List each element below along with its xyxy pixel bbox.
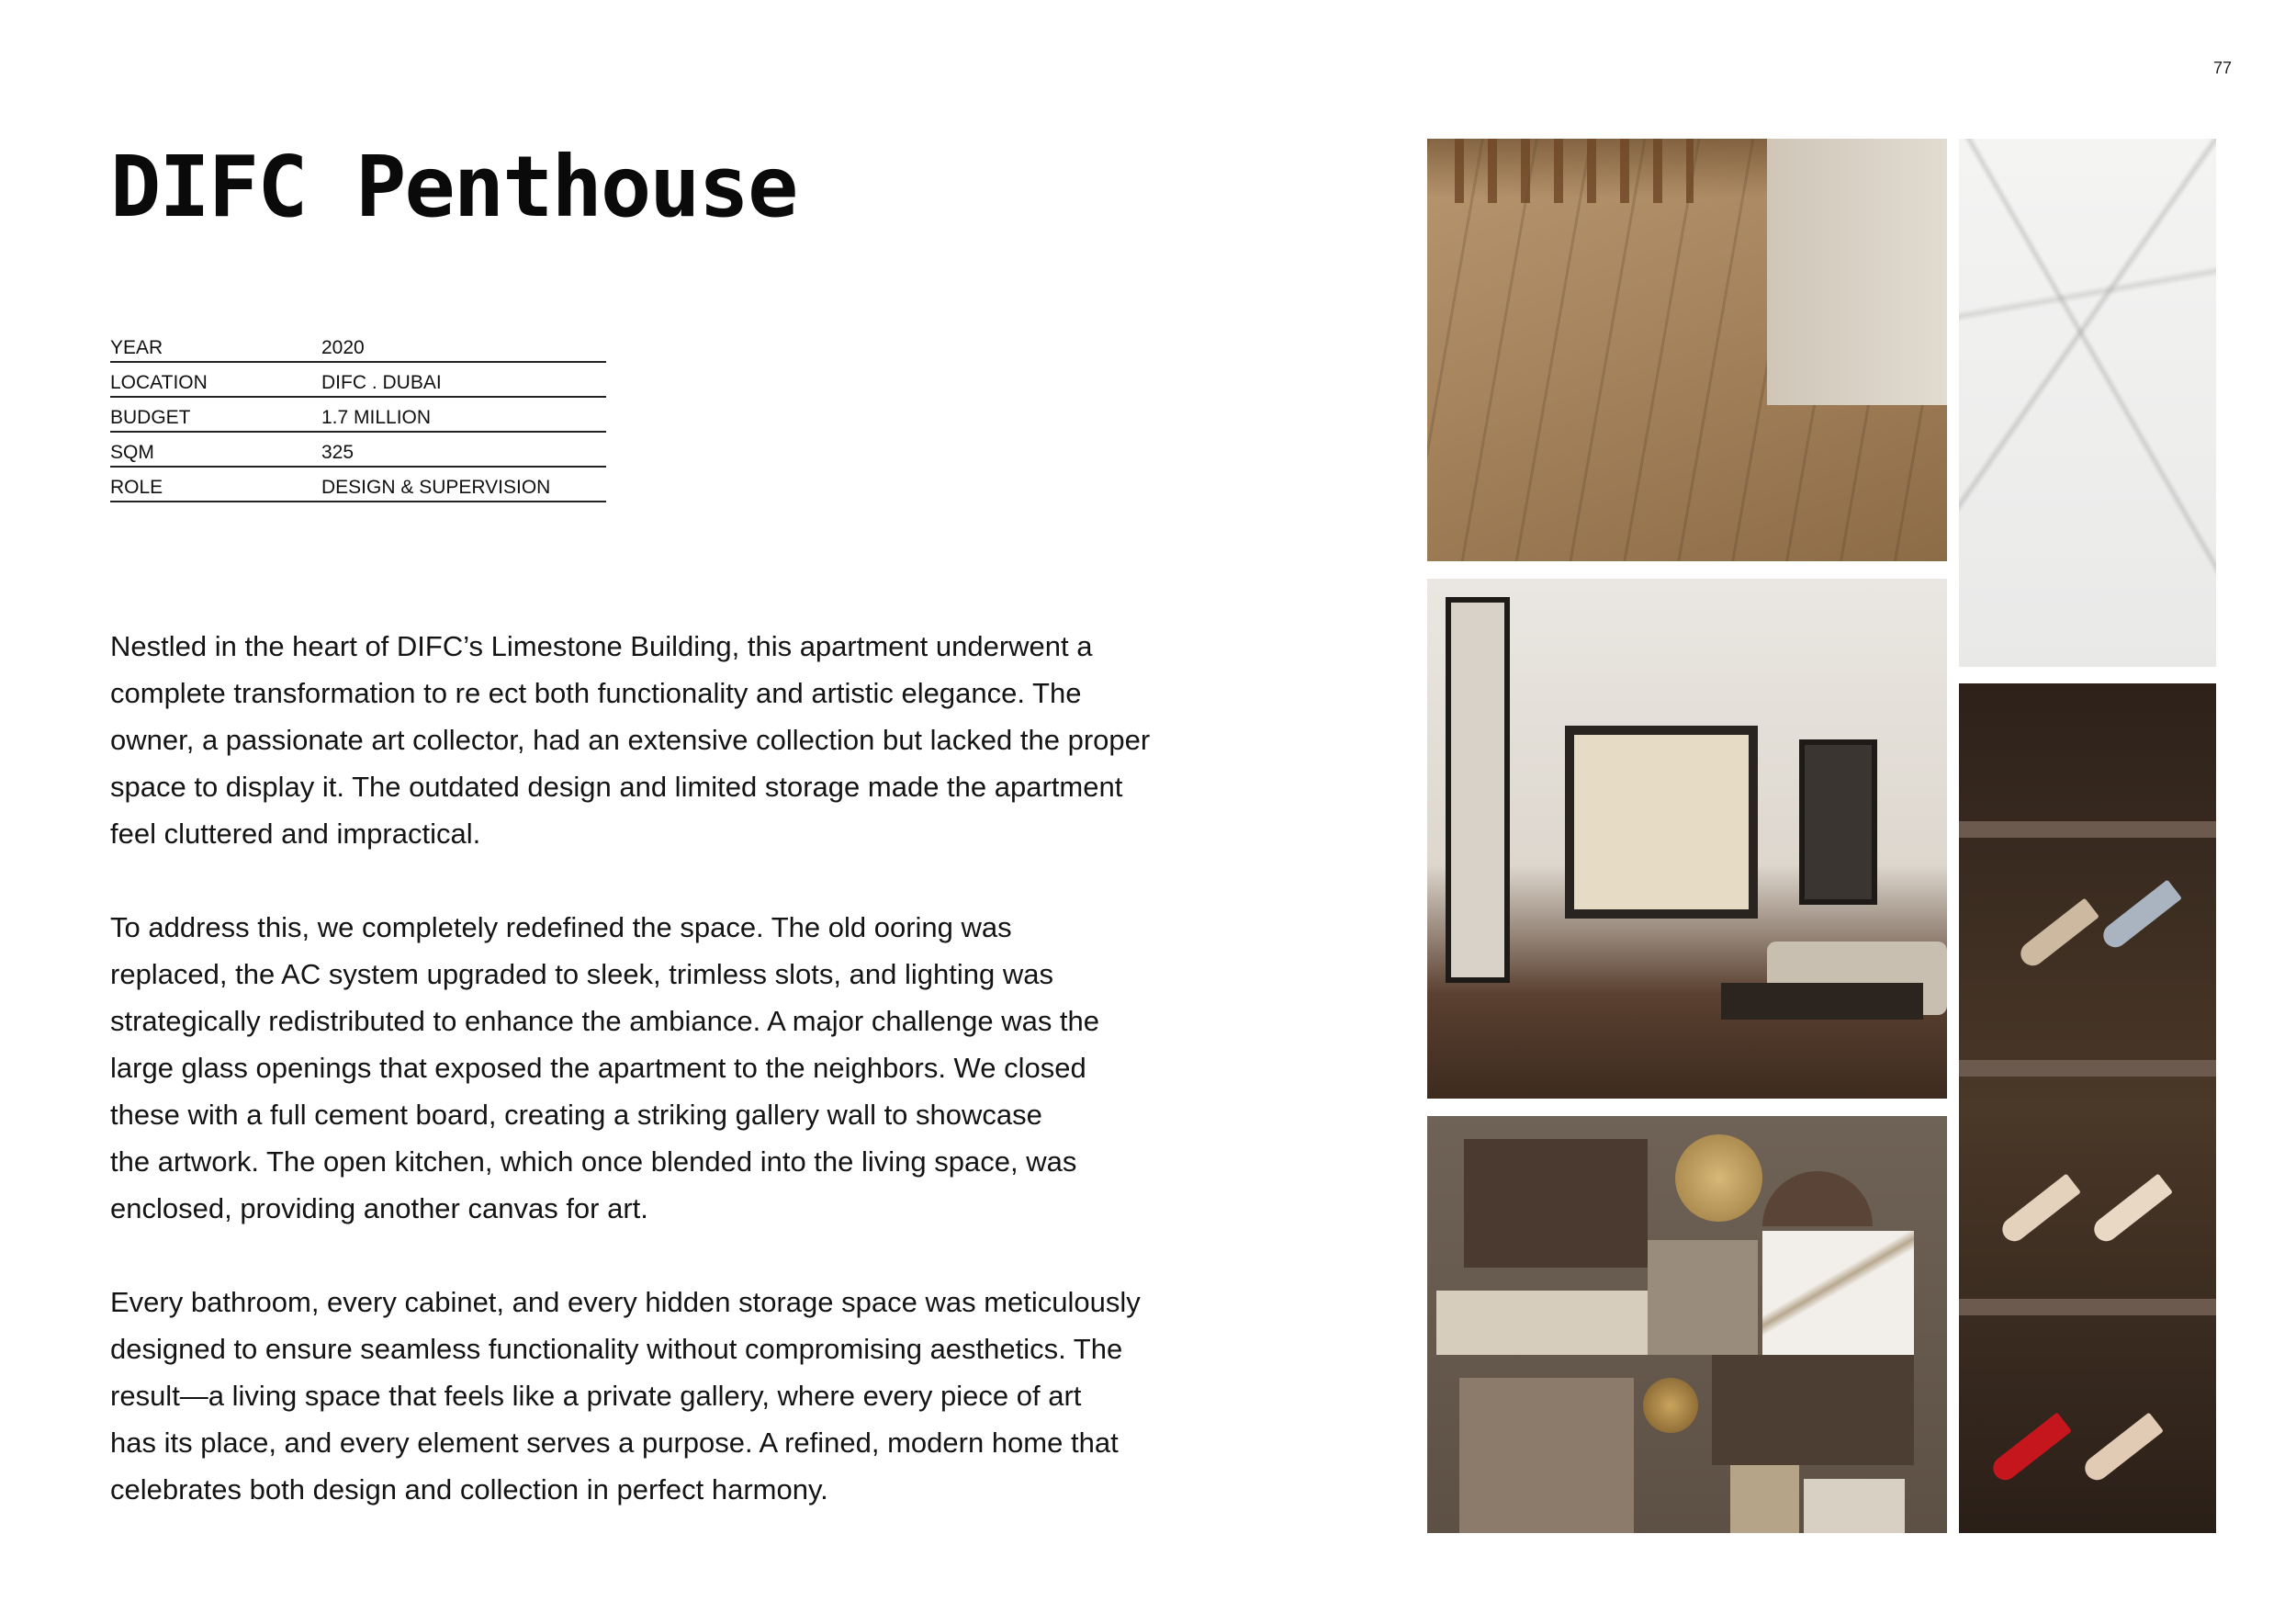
description-paragraph-2: To address this, we completely redefined the space. The old ooring was replaced, the AC system upgraded to sleek, trimless slots, and lighting was strategically redistributed to enhance the ambiance. A major challenge was the large glass openings that exposed the apartment to the neighbors. We closed these with a full cement board, creating a striking gallery wall to showcase the artwork. The open kitchen, which once blended into the living space, was enclosed, providing another canvas for art. — [110, 911, 1100, 1224]
living-room-photo — [1427, 579, 1947, 1099]
stone-half-circle — [1762, 1171, 1873, 1226]
page-number: 77 — [2212, 59, 2232, 77]
spec-key: ROLE — [110, 477, 163, 498]
dark-leather-swatch — [1712, 1355, 1914, 1465]
wood-floor-photo — [1427, 139, 1947, 561]
marble-texture-photo — [1959, 139, 2216, 667]
calacatta-swatch — [1762, 1231, 1914, 1355]
page-title: DIFC Penthouse — [110, 138, 797, 236]
shoe — [2016, 898, 2099, 971]
travertine-swatch — [1804, 1479, 1905, 1533]
spec-value: DIFC . DUBAI — [321, 372, 442, 393]
spec-value: DESIGN & SUPERVISION — [321, 477, 551, 498]
spec-row-budget — [110, 398, 606, 433]
gallery-wall-artwork — [1565, 726, 1758, 919]
metal-swatch — [1730, 1465, 1799, 1533]
shoe — [1998, 1174, 2081, 1246]
spec-row-role — [110, 468, 606, 502]
spec-key: BUDGET — [110, 407, 191, 428]
spec-value: 2020 — [321, 337, 365, 358]
spec-key: SQM — [110, 442, 154, 463]
spec-row-location — [110, 363, 606, 398]
shoe — [2080, 1413, 2164, 1485]
leather-swatch — [1464, 1139, 1648, 1268]
tall-artwork — [1446, 597, 1510, 983]
spec-row-sqm — [110, 433, 606, 468]
granite-swatch — [1648, 1240, 1758, 1355]
dining-chairs-detail — [1455, 139, 1694, 203]
spec-key: YEAR — [110, 337, 163, 358]
description-paragraph-3: Every bathroom, every cabinet, and every hidden storage space was meticulously designed to ensure seamless functionality without compromising aesthetics. The result—a living space that feels like a private gallery, where every piece of art has its place, and every element serves a purpose. A refined, modern home that celebrates both design and collection in perfect harmony. — [110, 1286, 1141, 1506]
wall-corner-detail — [1767, 139, 1947, 405]
coffee-table — [1721, 983, 1923, 1020]
spec-row-year — [110, 328, 606, 363]
shoe — [1988, 1413, 2072, 1485]
material-samples-photo — [1427, 1116, 1947, 1533]
spec-value: 325 — [321, 442, 355, 463]
brass-knob — [1643, 1378, 1698, 1433]
linen-swatch — [1436, 1291, 1648, 1355]
shoe-display-photo — [1959, 683, 2216, 1533]
shoe — [2089, 1174, 2173, 1246]
project-description — [110, 623, 1240, 1560]
shoe — [2099, 880, 2182, 953]
fabric-swatch — [1459, 1378, 1634, 1533]
project-spec-table — [110, 328, 606, 502]
brass-disc — [1675, 1134, 1762, 1222]
spec-key: LOCATION — [110, 372, 208, 393]
spec-value: 1.7 MILLION — [321, 407, 432, 428]
description-paragraph-1: Nestled in the heart of DIFC’s Limestone Building, this apartment underwent a complete transformation to re ect both functionality and artistic elegance. The owner, a passionate art collector, had an extensive collection but lacked the proper space to display it. The outdated design and limited storage made the apartment feel cluttered and impractical. — [110, 630, 1151, 850]
dark-artwork — [1799, 739, 1877, 905]
